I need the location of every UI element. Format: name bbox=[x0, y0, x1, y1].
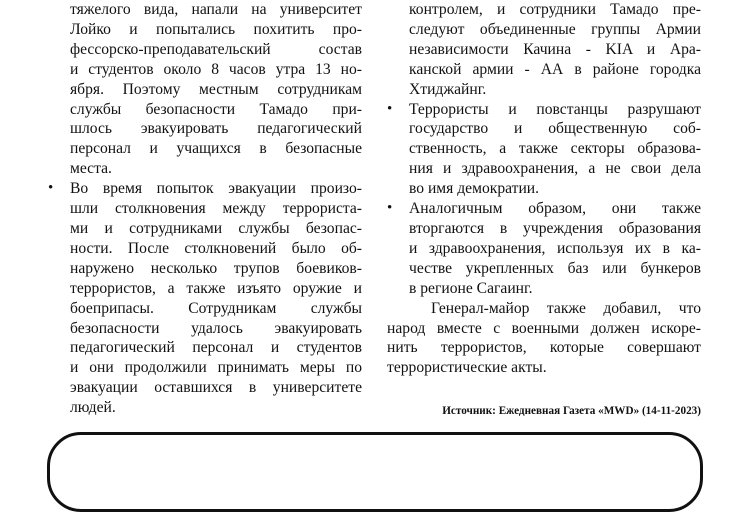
text-line: ния и здравоохранения, а не свои дела bbox=[409, 160, 701, 178]
text-line: тяжелого вида, напали на университет bbox=[70, 1, 362, 18]
left-paragraph-continued bbox=[70, 0, 362, 179]
bullet-icon: • bbox=[387, 100, 393, 117]
text-line: ности. После столкновений было об- bbox=[70, 239, 362, 257]
text-line: государство и общественную соб- bbox=[409, 120, 701, 138]
left-column bbox=[48, 0, 362, 418]
text-line: Террористы и повстанцы разрушают bbox=[409, 100, 701, 118]
text-line: людей. bbox=[70, 399, 116, 417]
text-line: нить террористов, которые совершают bbox=[387, 339, 701, 357]
text-line: Во время попыток эвакуации произо- bbox=[70, 180, 362, 198]
text-line: места. bbox=[70, 160, 112, 178]
text-line: персонал и учащихся в безопасные bbox=[70, 140, 362, 158]
closing-paragraph bbox=[387, 299, 701, 379]
text-line: боеприпасы. Сотрудникам службы bbox=[70, 299, 362, 317]
text-line: ми и сотрудниками службы безопас- bbox=[70, 219, 362, 237]
right-paragraph-continued bbox=[409, 0, 701, 100]
right-column bbox=[387, 0, 701, 378]
text-line: следуют объединенные группы Армии bbox=[409, 20, 701, 38]
text-line: Лойко и попытались похитить про- bbox=[70, 20, 362, 38]
bullet-icon: • bbox=[387, 200, 393, 217]
text-line: Хтиджайнг. bbox=[409, 80, 487, 98]
bottom-rounded-frame bbox=[47, 432, 703, 512]
left-bullet-item bbox=[48, 179, 362, 418]
text-line: и они продолжили принимать меры по bbox=[70, 359, 362, 377]
text-line: Генерал-майор также добавил, что bbox=[431, 299, 701, 317]
text-line: контролем, и сотрудники Тамадо пре- bbox=[409, 1, 701, 18]
text-line: честве укрепленных баз или бункеров bbox=[409, 259, 701, 277]
text-line: службы безопасности Тамадо при- bbox=[70, 100, 362, 118]
text-line: в регионе Сагаинг. bbox=[409, 279, 533, 297]
right-bullet-item bbox=[387, 199, 701, 299]
right-bullet-item bbox=[387, 100, 701, 200]
text-line: террористические акты. bbox=[387, 359, 547, 377]
text-line: безопасности удалось эвакуировать bbox=[70, 319, 362, 337]
text-line: ственность, а также секторы образова- bbox=[409, 140, 701, 158]
text-line: Аналогичным образом, они также bbox=[409, 200, 701, 218]
text-line: и студентов около 8 часов утра 13 но- bbox=[70, 60, 362, 78]
text-line: и здравоохранения, используя их в ка- bbox=[409, 239, 701, 257]
text-line: террористов, а также изъято оружие и bbox=[70, 279, 362, 297]
text-line: шлось эвакуировать педагогический bbox=[70, 120, 362, 138]
text-line: ября. Поэтому местным сотрудникам bbox=[70, 80, 362, 98]
text-line: во имя демократии. bbox=[409, 180, 540, 198]
text-line: наружено несколько трупов боевиков- bbox=[70, 259, 362, 277]
text-line: эвакуации оставшихся в университете bbox=[70, 379, 362, 397]
source-citation: Источник: Ежедневная Газета «MWD» (14-11-2023) bbox=[442, 405, 701, 417]
text-line: фессорско-преподавательский состав bbox=[70, 40, 362, 58]
text-line: вторгаются в учреждения образования bbox=[409, 219, 701, 237]
bullet-icon: • bbox=[48, 180, 54, 197]
text-line: канской армии - АА в районе городка bbox=[409, 60, 701, 78]
text-line: педагогический персонал и студентов bbox=[70, 339, 362, 357]
text-line: шли столкновения между террориста- bbox=[70, 200, 362, 218]
text-line: народ вместе с военными должен искоре- bbox=[387, 319, 701, 337]
text-line: независимости Качина - KIA и Ара- bbox=[409, 40, 701, 58]
